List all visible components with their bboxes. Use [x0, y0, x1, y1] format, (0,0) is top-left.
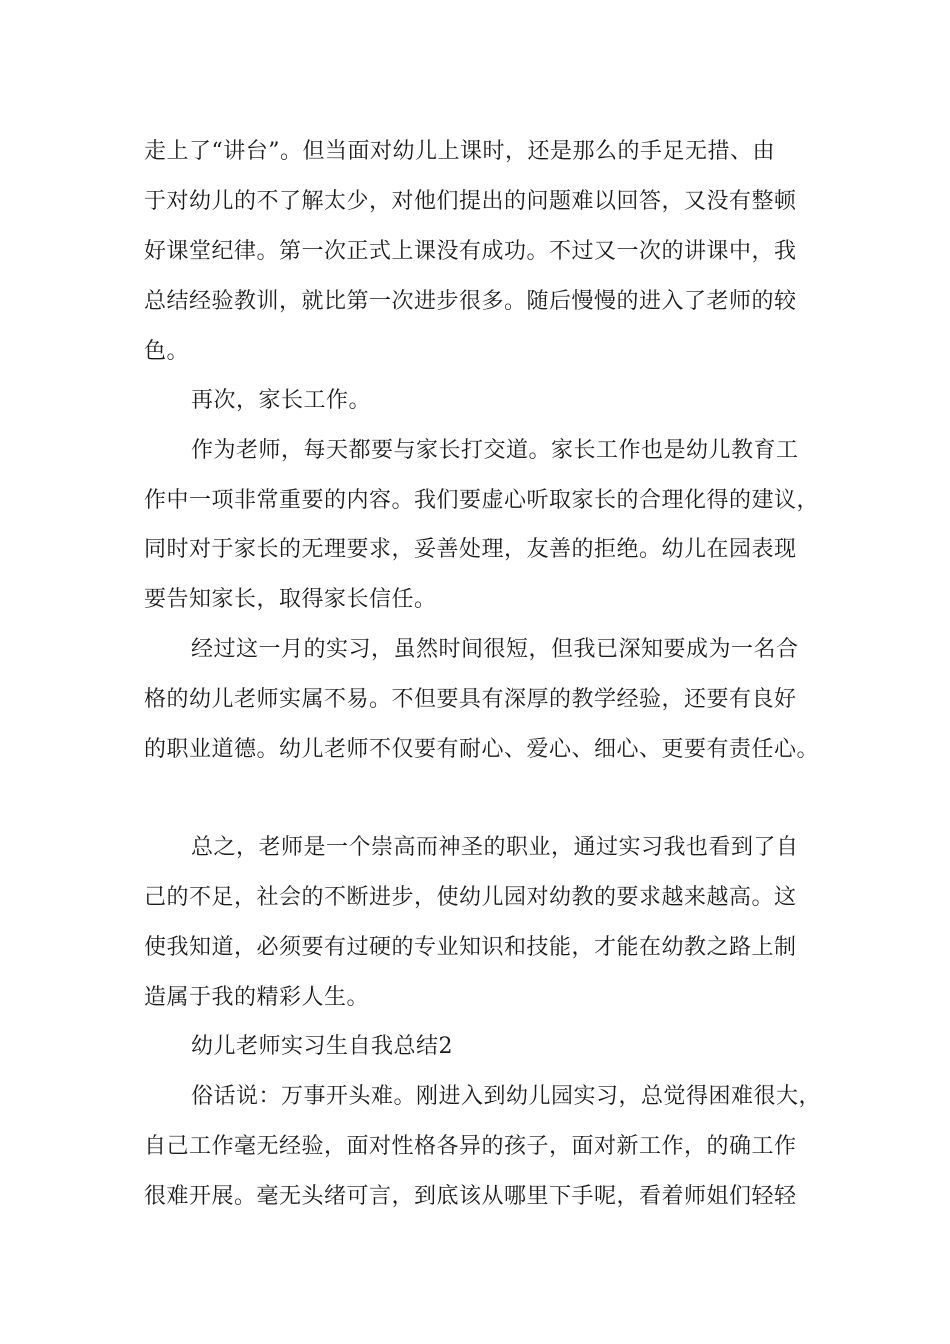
text-line: 的职业道德。幼儿老师不仅要有耐心、爱心、细心、更要有责任心。: [144, 737, 820, 762]
text-line: 总之，老师是一个崇高而神圣的职业，通过实习我也看到了自: [191, 835, 799, 860]
text-line: 造属于我的精彩人生。: [144, 985, 370, 1010]
text-line: 同时对于家长的无理要求，妥善处理，友善的拒绝。幼儿在园表现: [144, 537, 797, 562]
section-title: 幼儿老师实习生自我总结2: [191, 1034, 453, 1059]
section-heading: 再次，家长工作。: [191, 388, 372, 413]
text-line: 好课堂纪律。第一次正式上课没有成功。不过又一次的讲课中，我: [144, 239, 797, 264]
text-line: 自己工作毫无经验，面对性格各异的孩子，面对新工作，的确工作: [144, 1134, 797, 1159]
text-line: 己的不足，社会的不断进步，使幼儿园对幼教的要求越来越高。这: [144, 885, 797, 910]
text-line: 色。: [144, 339, 190, 364]
text-line: 作为老师，每天都要与家长打交道。家长工作也是幼儿教育工: [191, 438, 799, 463]
text-line: 很难开展。毫无头绪可言，到底该从哪里下手呢，看着师姐们轻轻: [144, 1184, 797, 1209]
text-line: 俗话说：万事开头难。刚进入到幼儿园实习，总觉得困难很大，: [191, 1084, 822, 1109]
text-line: 总结经验教训，就比第一次进步很多。随后慢慢的进入了老师的较: [144, 289, 797, 314]
text-line: 要告知家长，取得家长信任。: [144, 587, 437, 612]
text-line: 经过这一月的实习，虽然时间很短，但我已深知要成为一名合: [191, 637, 799, 662]
text-line: 作中一项非常重要的内容。我们要虚心听取家长的合理化得的建议，: [144, 488, 820, 513]
text-line: 走上了“讲台”。但当面对幼儿上课时，还是那么的手足无措、由: [144, 139, 775, 164]
text-line: 使我知道，必须要有过硬的专业知识和技能，才能在幼教之路上制: [144, 935, 797, 960]
text-line: 格的幼儿老师实属不易。不但要具有深厚的教学经验，还要有良好: [144, 687, 797, 712]
text-line: 于对幼儿的不了解太少，对他们提出的问题难以回答，又没有整顿: [144, 189, 797, 214]
